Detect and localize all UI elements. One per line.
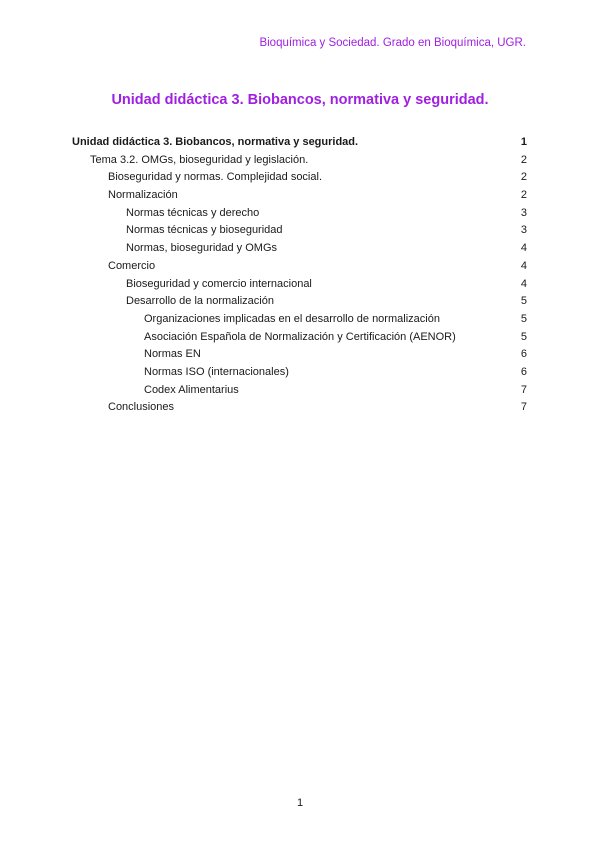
table-of-contents: [72, 134, 527, 417]
toc-entry-label: Bioseguridad y normas. Complejidad social.: [108, 171, 322, 184]
toc-entry-label: Organizaciones implicadas en el desarrollo de normalización: [144, 312, 440, 325]
toc-entry-page: 2: [520, 189, 527, 202]
toc-entry-page: 4: [520, 242, 527, 255]
toc-entry-label: Conclusiones: [108, 401, 175, 414]
toc-entry[interactable]: [72, 134, 527, 152]
toc-entry-label: Normas, bioseguridad y OMGs: [126, 242, 277, 255]
toc-entry[interactable]: [72, 169, 527, 187]
toc-entry-page: 5: [520, 295, 527, 308]
toc-entry[interactable]: [72, 240, 527, 258]
toc-entry[interactable]: [72, 329, 527, 347]
toc-entry[interactable]: [72, 205, 527, 223]
toc-entry-page: 3: [520, 224, 527, 237]
toc-entry[interactable]: [72, 222, 527, 240]
toc-entry-page: 2: [520, 153, 527, 166]
toc-entry-page: 6: [520, 365, 527, 378]
toc-entry-label: Desarrollo de la normalización: [126, 295, 274, 308]
toc-entry-label: Unidad didáctica 3. Biobancos, normativa y seguridad.: [72, 136, 359, 148]
toc-entry-label: Asociación Española de Normalización y Certificación (AENOR): [144, 330, 456, 343]
toc-entry-page: 1: [520, 136, 527, 148]
document-title: Unidad didáctica 3. Biobancos, normativa y seguridad.: [111, 92, 489, 108]
toc-entry-page: 5: [520, 330, 527, 343]
toc-entry-label: Normas ISO (internacionales): [144, 365, 289, 378]
toc-entry-label: Normalización: [108, 189, 178, 202]
toc-entry-page: 6: [520, 348, 527, 361]
toc-entry[interactable]: [72, 293, 527, 311]
toc-entry-page: 4: [520, 259, 527, 272]
toc-entry-page: 2: [520, 171, 527, 184]
toc-entry-label: Normas técnicas y bioseguridad: [126, 224, 283, 237]
toc-entry-page: 3: [520, 206, 527, 219]
toc-entry[interactable]: [72, 258, 527, 276]
running-header: Bioquímica y Sociedad. Grado en Bioquímica, UGR.: [259, 37, 526, 49]
toc-entry[interactable]: [72, 346, 527, 364]
toc-entry[interactable]: [72, 311, 527, 329]
toc-entry-label: Comercio: [108, 259, 156, 272]
toc-entry-label: Normas EN: [144, 348, 201, 361]
toc-entry-page: 5: [520, 312, 527, 325]
toc-entry[interactable]: [72, 364, 527, 382]
toc-entry-label: Codex Alimentarius: [144, 383, 239, 396]
toc-entry-page: 7: [520, 383, 527, 396]
toc-entry[interactable]: [72, 152, 527, 170]
toc-entry-label: Normas técnicas y derecho: [126, 206, 260, 219]
page-number: 1: [296, 797, 304, 809]
toc-entry[interactable]: [72, 399, 527, 417]
toc-entry[interactable]: [72, 382, 527, 400]
toc-entry[interactable]: [72, 187, 527, 205]
toc-entry-label: Tema 3.2. OMGs, bioseguridad y legislación.: [90, 153, 309, 166]
toc-entry[interactable]: [72, 276, 527, 294]
toc-entry-page: 4: [520, 277, 527, 290]
toc-entry-label: Bioseguridad y comercio internacional: [126, 277, 312, 290]
toc-entry-page: 7: [520, 401, 527, 414]
